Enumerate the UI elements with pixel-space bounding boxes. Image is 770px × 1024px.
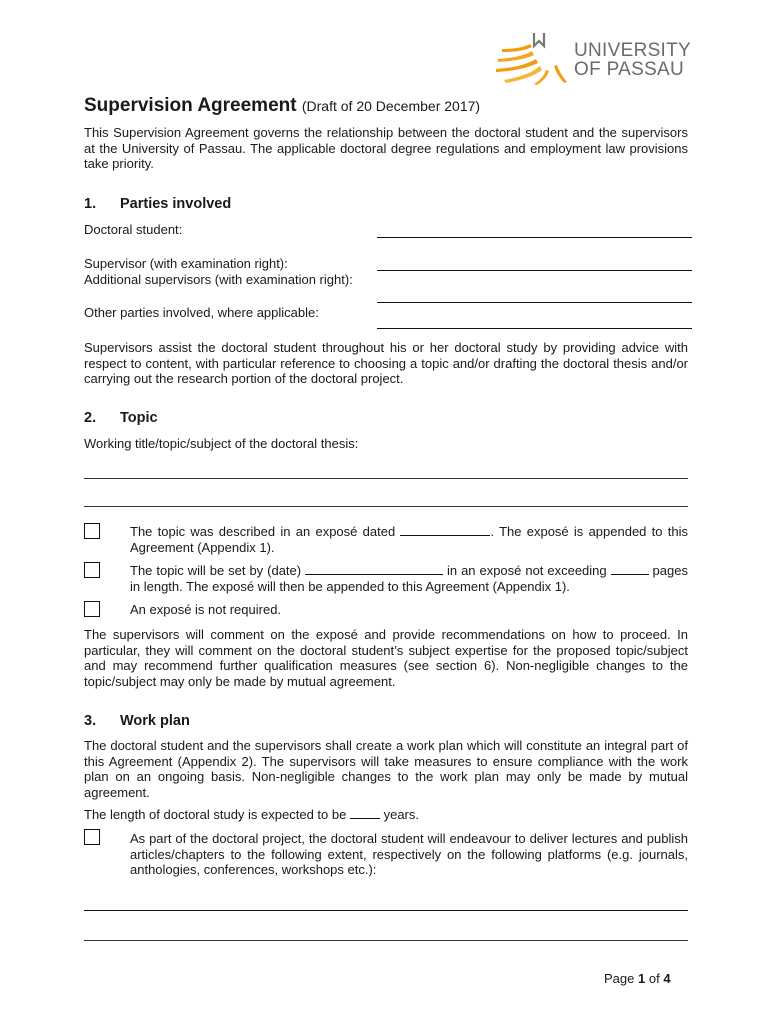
option-lectures-text: As part of the doctoral project, the doctoral student will endeavour to deliver lectures and publish articles/chapters to the following extent, respectively on the following platforms (e.g. journals, anthologies, conferences, workshops etc.): — [130, 831, 688, 878]
study-years-blank[interactable] — [350, 807, 380, 819]
draft-date: (Draft of 20 December 2017) — [301, 98, 481, 114]
section3-title: Work plan — [120, 713, 190, 729]
other-parties-field[interactable] — [377, 328, 692, 329]
expose-date-blank[interactable] — [400, 524, 490, 536]
section1-heading — [84, 196, 231, 212]
study-length-text — [84, 807, 419, 823]
section3-heading — [84, 713, 190, 729]
additional-supervisors-label: Additional supervisors (with examination right): — [84, 272, 353, 287]
section1-paragraph: Supervisors assist the doctoral student throughout his or her doctoral study by providing advice with respect to content, with particular reference to choosing a topic and/or drafting the doctoral thesis and/or carrying out the research portion of the doctoral project. — [84, 340, 688, 387]
page-label: Page — [604, 971, 635, 986]
title-text: Supervision Agreement — [84, 95, 297, 116]
logo-line2: OF PASSAU — [574, 59, 685, 80]
supervisor-label: Supervisor (with examination right): — [84, 256, 288, 271]
section1-title: Parties involved — [120, 196, 232, 212]
option1-text-b: . The exposé is appended to this Agreement (Appendix 1). — [130, 524, 688, 555]
additional-supervisors-field[interactable] — [377, 302, 692, 303]
working-title-line-2[interactable] — [84, 506, 688, 507]
option2-text-a: The topic will be set by (date) — [130, 563, 302, 578]
supervisor-field[interactable] — [377, 270, 692, 271]
study-length-a: The length of doctoral study is expected to be — [84, 807, 347, 822]
section2-title: Topic — [120, 410, 158, 426]
option-no-expose-text: An exposé is not required. — [130, 602, 282, 617]
study-length-b: years. — [383, 807, 419, 822]
page-number — [604, 971, 671, 986]
option-topic-set-text — [130, 563, 688, 594]
section3-paragraph: The doctoral student and the supervisors shall create a work plan which will constitute an integral part of this Agreement (Appendix 2). The supervisors will take measures to ensure compliance with the work plan on an ongoing basis. Non-negligible changes to the work plan may only be made by mutual agreement. — [84, 738, 688, 800]
page-title — [84, 95, 480, 117]
page-current: 1 — [638, 971, 646, 986]
page-total: 4 — [663, 971, 671, 986]
other-parties-label: Other parties involved, where applicable: — [84, 305, 319, 320]
section2-paragraph: The supervisors will comment on the exposé and provide recommendations on how to proceed. In particular, they will comment on the doctoral student’s subject expertise for the proposed topic/subject and may recommend further qualification measures (see section 6). Non-negligible changes to the topic/subject may only be made by mutual agreement. — [84, 627, 688, 689]
option-expose-dated-checkbox[interactable] — [84, 523, 100, 539]
working-title-label: Working title/topic/subject of the doctoral thesis: — [84, 436, 359, 451]
lectures-line-2[interactable] — [84, 940, 688, 941]
logo-graphic-icon — [494, 30, 574, 86]
section2-heading — [84, 410, 158, 426]
lectures-line-1[interactable] — [84, 910, 688, 911]
university-logo — [494, 30, 694, 86]
doctoral-student-field[interactable] — [377, 237, 692, 238]
logo-line1: UNIVERSITY — [574, 40, 692, 61]
intro-paragraph: This Supervision Agreement governs the relationship between the doctoral student and the supervisors at the University of Passau. The applicable doctoral degree regulations and employment law provisions take priority. — [84, 125, 688, 172]
option-expose-dated-text — [130, 524, 688, 555]
option1-text-a: The topic was described in an exposé dated — [130, 524, 396, 539]
logo-wordmark — [574, 41, 691, 79]
option2-text-b: in an exposé not exceeding — [447, 563, 607, 578]
section3-number: 3. — [84, 713, 97, 729]
page-limit-blank[interactable] — [611, 563, 649, 575]
section1-number: 1. — [84, 196, 97, 212]
doctoral-student-label: Doctoral student: — [84, 222, 183, 237]
working-title-line-1[interactable] — [84, 478, 688, 479]
option-topic-set-checkbox[interactable] — [84, 562, 100, 578]
option-lectures-checkbox[interactable] — [84, 829, 100, 845]
topic-date-blank[interactable] — [305, 563, 443, 575]
option-no-expose-checkbox[interactable] — [84, 601, 100, 617]
option2-text-c: pages in length. The exposé will then be appended to this Agreement (Appendix 1). — [130, 563, 688, 594]
section2-number: 2. — [84, 410, 97, 426]
page-of: of — [648, 971, 660, 986]
